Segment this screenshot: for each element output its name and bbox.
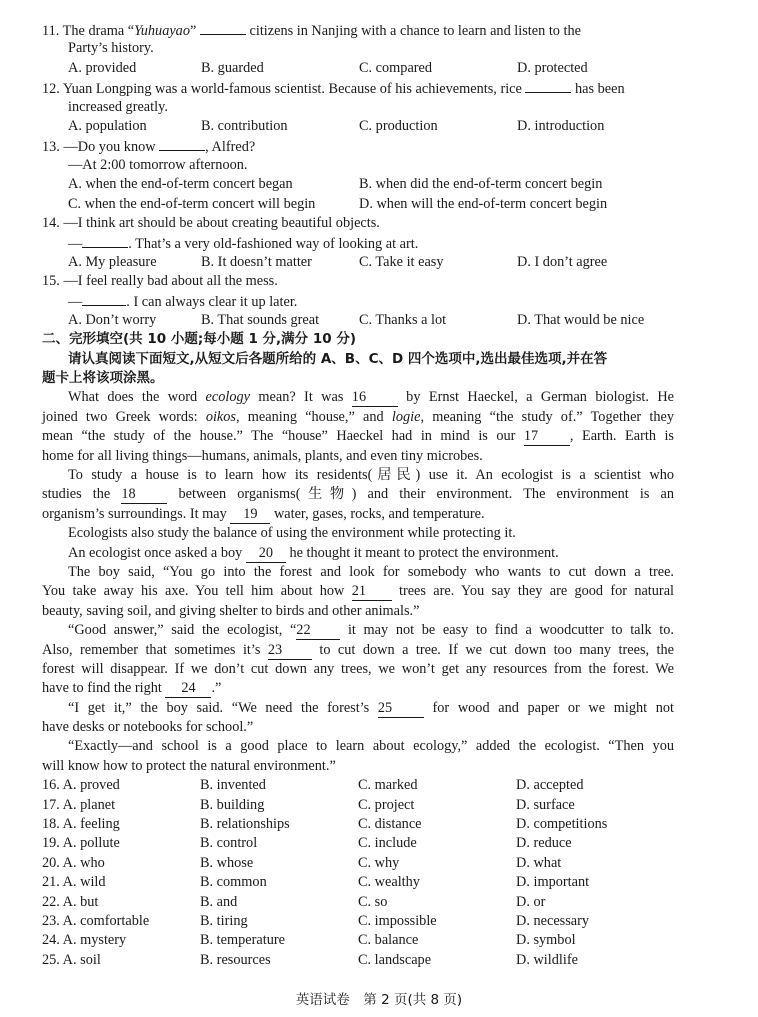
- passage-line: organism’s surroundings. It may 19 water, gases, rocks, and temperature.: [42, 505, 485, 522]
- option[interactable]: B. when did the end-of-term concert begin: [359, 176, 603, 193]
- question-13-options-row2: [42, 195, 674, 214]
- option[interactable]: D. introduction: [517, 117, 605, 134]
- option[interactable]: D. or: [516, 893, 546, 910]
- question-15-cont: — . I can always clear it up later.: [42, 291, 674, 310]
- option[interactable]: C. landscape: [358, 951, 432, 968]
- option[interactable]: D. symbol: [516, 932, 576, 949]
- question-15-options: [42, 311, 674, 330]
- page-footer: 英语试卷 第 2 页(共 8 页): [295, 992, 463, 1008]
- option[interactable]: B. building: [200, 796, 265, 813]
- option[interactable]: B. common: [200, 874, 267, 891]
- option[interactable]: 20. A. who: [42, 854, 105, 871]
- option[interactable]: C. when the end-of-term concert will begin: [68, 195, 316, 212]
- cloze-blank: 17: [524, 428, 570, 446]
- cloze-blank: 16: [352, 389, 398, 407]
- passage-line: “I get it,” the boy said. “We need the forest’s 25 for wood and paper or we might not: [68, 699, 675, 716]
- option[interactable]: C. project: [358, 796, 415, 813]
- option[interactable]: A. when the end-of-term concert began: [68, 176, 293, 193]
- option[interactable]: B. resources: [200, 951, 271, 968]
- passage-line: studies the 18 between organisms(生物) and their environment. The environment is an: [42, 486, 674, 503]
- option[interactable]: 17. A. planet: [42, 796, 116, 813]
- option[interactable]: C. Thanks a lot: [359, 311, 447, 328]
- option[interactable]: B. temperature: [200, 932, 285, 949]
- cloze-blank: 23: [268, 642, 312, 660]
- option[interactable]: C. balance: [358, 932, 419, 949]
- question-13-cont: —At 2:00 tomorrow afternoon.: [68, 156, 248, 173]
- question-13-options-row1: [42, 175, 674, 194]
- cloze-blank: 18: [121, 486, 167, 504]
- question-12-options: [42, 117, 674, 136]
- question-12: 12. Yuan Longping was a world-famous scientist. Because of his achievements, rice has been: [42, 78, 674, 97]
- passage-line: beauty, saving soil, and giving shelter to birds and other animals.”: [42, 602, 420, 619]
- cloze-options-24: [42, 931, 674, 950]
- option[interactable]: B. contribution: [201, 117, 288, 134]
- option[interactable]: C. impossible: [358, 912, 437, 929]
- answer-blank: [82, 233, 128, 248]
- answer-blank: [525, 78, 571, 93]
- question-14-options: [42, 253, 674, 272]
- question-14-cont: — . That’s a very old-fashioned way of looking at art.: [42, 233, 674, 252]
- passage-line: “Good answer,” said the ecologist, “22 it may not be easy to find a woodcutter to talk to.: [68, 622, 675, 639]
- passage-line: An ecologist once asked a boy 20 he thought it meant to protect the environment.: [68, 544, 559, 561]
- question-13: 13. —Do you know , Alfred?: [42, 136, 674, 155]
- passage-line: What does the word ecology mean? It was 16 by Ernst Haeckel, a German biologist. He: [68, 389, 674, 406]
- option[interactable]: B. tiring: [200, 912, 248, 929]
- option[interactable]: B. guarded: [201, 59, 264, 76]
- option[interactable]: 18. A. feeling: [42, 816, 120, 833]
- cloze-options-17: [42, 796, 674, 815]
- option[interactable]: C. Take it easy: [359, 253, 444, 270]
- option[interactable]: D. That would be nice: [517, 311, 645, 328]
- option[interactable]: D. surface: [516, 796, 575, 813]
- question-11: 11. The drama “Yuhuayao” citizens in Nanjing with a chance to learn and listen to the: [42, 20, 674, 39]
- cloze-blank: 22: [296, 622, 340, 640]
- option[interactable]: D. necessary: [516, 912, 590, 929]
- option[interactable]: C. compared: [359, 59, 433, 76]
- question-11-cont: Party’s history.: [68, 40, 154, 57]
- option[interactable]: B. relationships: [200, 816, 290, 833]
- question-14: 14. —I think art should be about creating beautiful objects.: [42, 214, 380, 231]
- passage-line: Ecologists also study the balance of using the environment while protecting it.: [68, 525, 516, 542]
- cloze-options-21: [42, 873, 674, 892]
- option[interactable]: 24. A. mystery: [42, 932, 127, 949]
- option[interactable]: 16. A. proved: [42, 777, 120, 794]
- option[interactable]: B. That sounds great: [201, 311, 320, 328]
- option[interactable]: 21. A. wild: [42, 874, 106, 891]
- option[interactable]: D. wildlife: [516, 951, 578, 968]
- section-instruction: 请认真阅读下面短文,从短文后各题所给的 A、B、C、D 四个选项中,选出最佳选项,并在答: [68, 350, 608, 367]
- option[interactable]: D. when will the end-of-term concert begin: [359, 195, 608, 212]
- option[interactable]: B. invented: [200, 777, 266, 794]
- option[interactable]: C. production: [359, 117, 438, 134]
- option[interactable]: B. whose: [200, 854, 254, 871]
- passage-line: will know how to protect the natural environment.”: [42, 757, 336, 774]
- option[interactable]: C. why: [358, 854, 400, 871]
- section-title: 二、完形填空(共 10 小题;每小题 1 分,满分 10 分): [42, 331, 357, 348]
- option[interactable]: C. include: [358, 835, 417, 852]
- question-12-cont: increased greatly.: [68, 98, 168, 115]
- option[interactable]: D. accepted: [516, 777, 584, 794]
- passage-line: home for all living things—humans, animals, plants, and even tiny microbes.: [42, 447, 483, 464]
- option[interactable]: C. so: [358, 893, 388, 910]
- option[interactable]: D. reduce: [516, 835, 572, 852]
- option[interactable]: 22. A. but: [42, 893, 99, 910]
- option[interactable]: A. provided: [68, 59, 137, 76]
- option[interactable]: 25. A. soil: [42, 951, 101, 968]
- section-instruction-cont: 题卡上将该项涂黑。: [42, 370, 164, 387]
- option[interactable]: 23. A. comfortable: [42, 912, 150, 929]
- passage-line: have to find the right 24 .”: [42, 680, 222, 697]
- option[interactable]: B. It doesn’t matter: [201, 253, 312, 270]
- option[interactable]: D. competitions: [516, 816, 608, 833]
- passage-line: mean “the study of the house.” The “house” Haeckel had in mind is our 17 , Earth. Earth is: [42, 428, 674, 445]
- cloze-options-25: [42, 951, 674, 970]
- option[interactable]: B. and: [200, 893, 238, 910]
- cloze-blank: 25: [378, 700, 424, 718]
- option[interactable]: D. what: [516, 854, 562, 871]
- cloze-options-22: [42, 893, 674, 912]
- option[interactable]: C. marked: [358, 777, 418, 794]
- exam-page: [42, 20, 674, 970]
- cloze-options-20: [42, 854, 674, 873]
- answer-blank: [200, 20, 246, 35]
- option[interactable]: A. population: [68, 117, 147, 134]
- option[interactable]: B. control: [200, 835, 258, 852]
- passage-line: To study a house is to learn how its residents(居民) use it. An ecologist is a scientist who: [68, 466, 674, 483]
- cloze-blank: 20: [246, 545, 286, 563]
- passage-line: The boy said, “You go into the forest and look for somebody who wants to cut down a tree.: [68, 563, 674, 580]
- passage-line: joined two Greek words: oikos, meaning “house,” and logie, meaning “the study of.” Together they: [42, 408, 674, 425]
- cloze-options-16: [42, 776, 674, 795]
- cloze-options-19: [42, 834, 674, 853]
- option[interactable]: D. important: [516, 874, 590, 891]
- cloze-blank: 21: [352, 583, 392, 601]
- option[interactable]: D. protected: [517, 59, 588, 76]
- answer-blank: [159, 136, 205, 151]
- passage-line: You take away his axe. You tell him about how 21 trees are. You say they are good for natural: [42, 583, 675, 600]
- passage-line: Also, remember that sometimes it’s 23 to cut down a tree. If we cut down too many trees, the: [42, 641, 675, 658]
- cloze-blank: 19: [230, 506, 270, 524]
- passage-line: forest will disappear. If we don’t cut down any trees, we won’t get any resources from the forest. We: [42, 660, 674, 677]
- passage-line: “Exactly—and school is a good place to learn about ecology,” added the ecologist. “Then you: [68, 738, 674, 755]
- answer-blank: [82, 291, 126, 306]
- option[interactable]: A. Don’t worry: [68, 311, 157, 328]
- cloze-blank: 24: [165, 680, 211, 698]
- option[interactable]: A. My pleasure: [68, 253, 157, 270]
- option[interactable]: C. wealthy: [358, 874, 420, 891]
- option[interactable]: 19. A. pollute: [42, 835, 120, 852]
- option[interactable]: D. I don’t agree: [517, 253, 608, 270]
- passage-line: have desks or notebooks for school.”: [42, 719, 254, 736]
- question-15: 15. —I feel really bad about all the mess.: [42, 273, 278, 290]
- cloze-options-23: [42, 912, 674, 931]
- option[interactable]: C. distance: [358, 816, 422, 833]
- question-11-options: [42, 59, 674, 78]
- cloze-options-18: [42, 815, 674, 834]
